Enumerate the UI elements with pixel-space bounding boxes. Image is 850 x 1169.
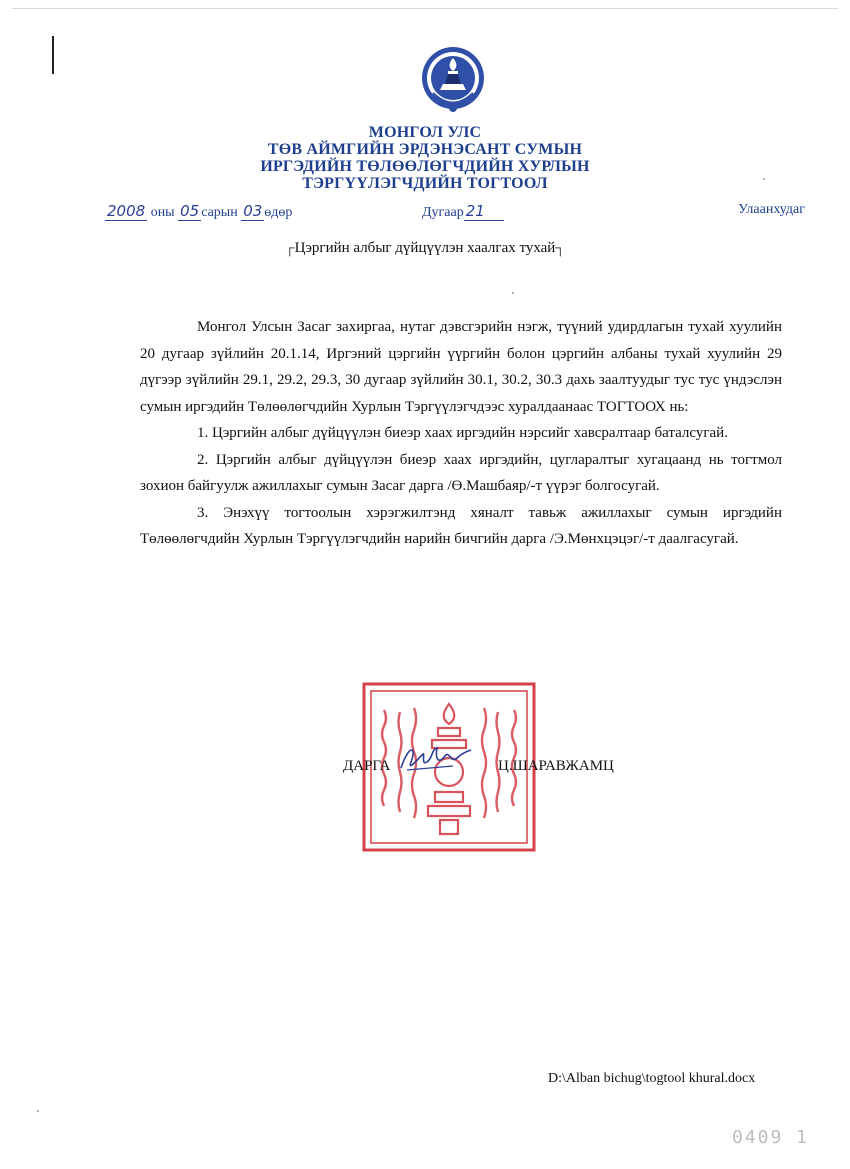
document-number [422,202,504,221]
header-country: МОНГОЛ УЛС [368,124,482,141]
scan-speck [512,292,514,294]
document-header [0,124,850,192]
document-date [105,202,292,221]
body-item-3: 3. Энэхүү тогтоолын хэрэгжилтэнд хяналт тавьж ажиллахыг сумын иргэдийн Төлөөлөгчдийн Хурлын Тэргүүлэгчдийн нарийн бичгийн дарга /Э.Мөнхцэцэг/-т даалгасугай. [140,504,782,547]
footer-file-path: D:\Alban bichug\togtool khural.docx [548,1071,756,1086]
handwritten-year: 2008 [107,202,146,220]
scan-speck [763,178,765,180]
handwritten-number: 21 [464,202,504,221]
serial-number: 0409 1 [732,1127,810,1148]
document-place: Улаанхудаг [738,202,805,217]
margin-mark [52,36,54,74]
signatory-title: ДАРГА [343,758,391,774]
body-intro: Монгол Улсын Засаг захиргаа, нутаг дэвсгэрийн нэгж, түүний удирдлагын тухай хуулийн 20 дугаар зүйлийн 20.1.14, Иргэний цэргийн үүргийн болон цэргийн албаны тухай хуулийн 29 дүгээр зүйлийн 29.1, 29.2, 29.3, 30 дугаар зүйлийн 30.1, 30.2, 30.3 дахь заалтуудыг тус тус үндэслэн сумын иргэдийн Төлөөлөгчдийн Хурлын Тэргүүлэгчдээс хуралдаанаас ТОГТООХ нь: [140,319,782,415]
scan-edge-line [12,8,838,9]
handwritten-month: 05 [180,202,200,220]
meta-row [105,202,805,224]
header-doc-type: ТЭРГҮҮЛЭГЧДИЙН ТОГТООЛ [302,175,548,192]
header-council: ИРГЭДИЙН ТӨЛӨӨЛӨГЧДИЙН ХУРЛЫН [260,158,590,175]
body-item-1: 1. Цэргийн албыг дүйцүүлэн биеэр хаах иргэдийн нэрсийг хавсралтаар баталсугай. [197,425,728,441]
header-soum: ТӨВ АЙМГИЙН ЭРДЭНЭСАНТ СУМЫН [267,141,583,158]
day-suffix: өдөр [264,205,293,220]
subject-bracket-right: ┐ [555,241,566,256]
month-suffix: сарын [201,205,238,220]
year-suffix: оны [150,205,175,220]
document-subject [0,240,850,257]
number-label: Дугаар [422,205,464,220]
handwritten-day: 03 [243,202,263,220]
handwritten-signature [395,740,475,780]
document-body [140,314,782,553]
scan-speck [37,1110,39,1112]
signatory-name: Ц.ШАРАВЖАМЦ [498,758,614,774]
subject-bracket-left: ┌ [284,241,295,256]
body-item-2: 2. Цэргийн албыг дүйцүүлэн биеэр хаах иргэдийн, цугларалтыг хугацаанд нь тогтмол зохион байгуулж ажиллахыг сумын Засаг дарга /Ө.Машбаяр/-т үүрэг болгосугай. [140,451,782,494]
subject-text: Цэргийн албыг дүйцүүлэн хаалгах тухай [294,240,556,256]
state-emblem-icon [418,44,488,118]
